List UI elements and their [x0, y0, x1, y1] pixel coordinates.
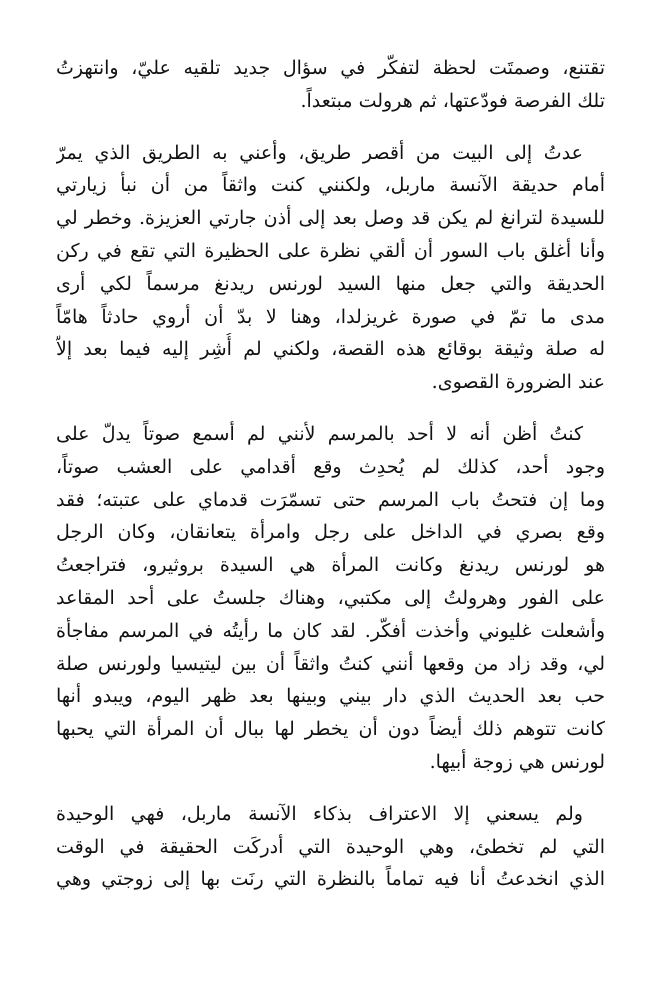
text-line: عدتُ إلى البيت من أقصر طريق، وأعني به الطريق الذي يمرّ — [56, 141, 583, 164]
text-line: وجود أحد، كذلك لم يُحدِث وقع أقدامي على العشب صوتاً، — [56, 455, 605, 478]
text-line: لي، وقد زاد من وقعها أنني كنتُ واثقاً أن بين ليتيسيا ولورنس صلة — [56, 652, 605, 675]
text-line: مدى ما تمّ في صورة غريزلدا، وهنا لا بدّ أن أروي حادثاً هامّاً — [56, 305, 605, 328]
text-line: على الفور وهرولتُ إلى مكتبي، وهناك جلستُ على أحد المقاعد — [56, 586, 605, 609]
text-line: تقتنع، وصمتَت لحظة لتفكّر في سؤال جديد تلقيه عليّ، وانتهزتُ — [56, 57, 605, 79]
text-line: له صلة وثيقة بوقائع هذه القصة، ولكني لم أُشِر إليه فيما بعد إلاّ — [56, 338, 605, 361]
text-line: لورنس هي زوجة أبيها. — [429, 750, 605, 773]
book-page — [56, 52, 605, 915]
text-line: للسيدة لترانغ لم يكن قد وصل بعد إلى أذن جارتي العزيزة. وخطر لي — [56, 207, 605, 230]
text-line: وما إن فتحتُ باب المرسم حتى تسمّرَت قدماي على عتبته؛ فقد — [56, 488, 605, 511]
text-line: التي لم تخطئ، وهي الوحيدة التي أدركَت الحقيقة في الوقت — [56, 835, 605, 858]
text-line: تلك الفرصة فودّعتها، ثم هرولت مبتعداً. — [300, 89, 605, 112]
text-line: حب بعد الحديث الذي دار بيني وبينها بعد ظهر اليوم، ويبدو أنها — [56, 685, 605, 708]
text-line: أمام حديقة الآنسة ماربل، ولكنني كنت واثقاً من أن نبأ زيارتي — [56, 174, 605, 197]
paragraph-3 — [56, 418, 605, 779]
text-line: وأنا أغلق باب السور أن ألقي نظرة على الحظيرة التي تقع في ركن — [56, 239, 605, 262]
text-line: هو لورنس ريدنغ وكانت المرأة هي السيدة بروثيرو، فتراجعتُ — [56, 554, 605, 577]
text-line: كنتُ أظن أنه لا أحد بالمرسم لأنني لم أسمع صوتاً يدلّ على — [56, 422, 583, 445]
text-line: ولم يسعني إلا الاعتراف بذكاء الآنسة ماربل، فهي الوحيدة — [56, 802, 583, 825]
text-line: الذي انخدعتُ أنا فيه تماماً بالنظرة التي رنَت بها إلى زوجتي وهي — [56, 868, 605, 891]
paragraph-1 — [56, 52, 605, 118]
paragraph-2 — [56, 137, 605, 399]
text-line: الحديقة والتي جعل منها السيد لورنس ريدنغ مرسماً لكي أرى — [56, 272, 605, 295]
text-line: عند الضرورة القصوى. — [431, 371, 605, 394]
paragraph-4 — [56, 798, 605, 896]
text-line: وأشعلت غليوني وأخذت أفكّر. لقد كان ما رأيتُه في المرسم مفاجأة — [56, 619, 605, 642]
text-line: كانت تتوهم ذلك أيضاً دون أن يخطر لها ببال أن المرأة التي يحبها — [56, 718, 605, 741]
text-line: وقع بصري في الداخل على رجل وامرأة يتعانقان، وكان الرجل — [56, 521, 605, 544]
